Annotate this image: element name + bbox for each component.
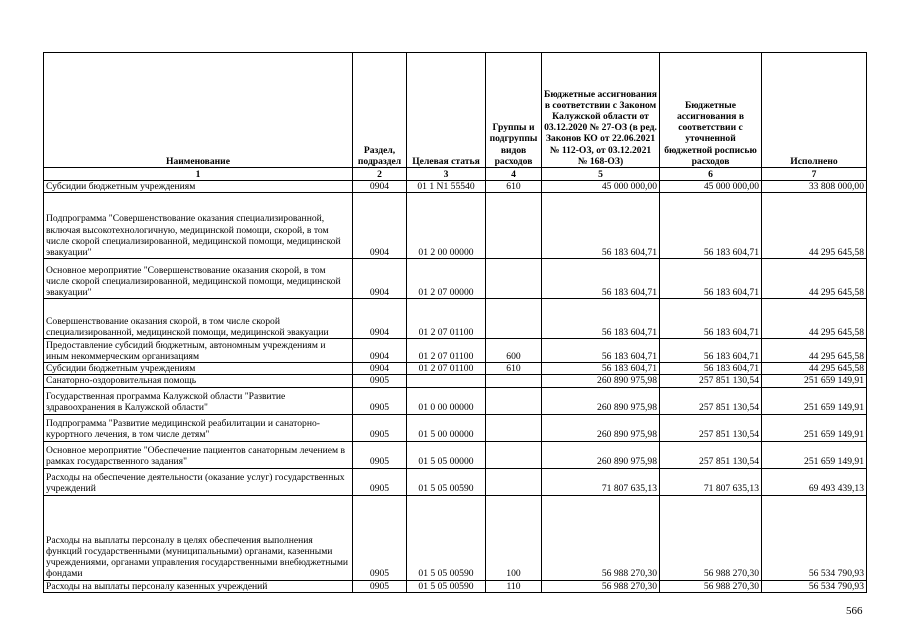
cell-refined: 56 988 270,30 [660, 495, 762, 580]
cell-target: 01 2 07 01100 [407, 339, 486, 363]
cell-section: 0905 [353, 441, 407, 468]
cell-refined: 56 988 270,30 [660, 580, 762, 592]
cell-target: 01 2 00 00000 [407, 193, 486, 259]
cell-name: Предоставление субсидий бюджетным, автономным учреждениям и иным некоммерческим организациям [44, 339, 353, 363]
cell-law: 260 890 975,98 [542, 387, 660, 414]
cell-section: 0904 [353, 193, 407, 259]
table-row [44, 181, 867, 193]
cell-section: 0905 [353, 468, 407, 495]
cell-law: 260 890 975,98 [542, 441, 660, 468]
page-number: 566 [846, 605, 863, 617]
header-row [44, 53, 867, 168]
cell-name: Подпрограмма "Развитие медицинской реабилитации и санаторно-курортного лечения, в том числе детям" [44, 414, 353, 441]
cell-target: 01 5 00 00000 [407, 414, 486, 441]
cell-group [486, 441, 542, 468]
cell-executed: 56 534 790,93 [762, 495, 867, 580]
cell-group [486, 375, 542, 387]
cell-name: Основное мероприятие "Обеспечение пациентов санаторным лечением в рамках государственного задания" [44, 441, 353, 468]
cell-executed: 56 534 790,93 [762, 580, 867, 592]
cell-executed: 251 659 149,91 [762, 441, 867, 468]
cell-target: 01 5 05 00000 [407, 441, 486, 468]
cell-law: 56 183 604,71 [542, 299, 660, 339]
header-target: Целевая статья [407, 53, 486, 168]
cell-refined: 56 183 604,71 [660, 339, 762, 363]
cell-target: 01 5 05 00590 [407, 495, 486, 580]
cell-law: 56 183 604,71 [542, 193, 660, 259]
cell-refined: 56 183 604,71 [660, 299, 762, 339]
cell-section: 0905 [353, 414, 407, 441]
cell-group [486, 468, 542, 495]
cell-target: 01 2 07 01100 [407, 299, 486, 339]
cell-executed: 44 295 645,58 [762, 299, 867, 339]
column-number-row [44, 168, 867, 181]
cell-group [486, 193, 542, 259]
cell-executed: 251 659 149,91 [762, 414, 867, 441]
cell-name: Расходы на обеспечение деятельности (оказание услуг) государственных учреждений [44, 468, 353, 495]
table-row [44, 299, 867, 339]
cell-refined: 56 183 604,71 [660, 363, 762, 375]
header-groups: Группы и подгруппы видов расходов [486, 53, 542, 168]
cell-group: 110 [486, 580, 542, 592]
cell-refined: 56 183 604,71 [660, 193, 762, 259]
header-executed: Исполнено [762, 53, 867, 168]
table-row [44, 495, 867, 580]
cell-name: Санаторно-оздоровительная помощь [44, 375, 353, 387]
table-row [44, 468, 867, 495]
cell-group: 610 [486, 363, 542, 375]
cell-group [486, 259, 542, 299]
cell-section: 0905 [353, 495, 407, 580]
cell-law: 56 183 604,71 [542, 259, 660, 299]
table-row [44, 441, 867, 468]
column-number: 1 [44, 168, 353, 181]
cell-executed: 251 659 149,91 [762, 375, 867, 387]
table-row [44, 387, 867, 414]
cell-refined: 257 851 130,54 [660, 387, 762, 414]
cell-name: Государственная программа Калужской области "Развитие здравоохранения в Калужской области" [44, 387, 353, 414]
cell-group [486, 414, 542, 441]
cell-refined: 257 851 130,54 [660, 375, 762, 387]
cell-refined: 257 851 130,54 [660, 441, 762, 468]
cell-section: 0904 [353, 339, 407, 363]
cell-refined: 71 807 635,13 [660, 468, 762, 495]
cell-target: 01 1 N1 55540 [407, 181, 486, 193]
cell-executed: 33 808 000,00 [762, 181, 867, 193]
table-row [44, 339, 867, 363]
table-row [44, 375, 867, 387]
header-law: Бюджетные ассигнования в соответствии с Законом Калужской области от 03.12.2020 № 27-ОЗ (в ред. Законов КО от 22.06.2021 № 112-ОЗ, от 03.12.2021 № 168-ОЗ) [542, 53, 660, 168]
cell-law: 56 183 604,71 [542, 363, 660, 375]
cell-group [486, 299, 542, 339]
cell-target: 01 5 05 00590 [407, 468, 486, 495]
column-number: 2 [353, 168, 407, 181]
cell-executed: 44 295 645,58 [762, 193, 867, 259]
cell-name: Расходы на выплаты персоналу в целях обеспечения выполнения функций государственными (муниципальными) органами, казенными учреждениями, органами управления государственными внебюджетными фондами [44, 495, 353, 580]
cell-target [407, 375, 486, 387]
cell-target: 01 2 07 00000 [407, 259, 486, 299]
cell-name: Расходы на выплаты персоналу казенных учреждений [44, 580, 353, 592]
cell-law: 45 000 000,00 [542, 181, 660, 193]
cell-group: 100 [486, 495, 542, 580]
cell-section: 0904 [353, 363, 407, 375]
budget-table [43, 52, 867, 593]
cell-section: 0904 [353, 181, 407, 193]
cell-executed: 44 295 645,58 [762, 363, 867, 375]
cell-refined: 257 851 130,54 [660, 414, 762, 441]
cell-section: 0904 [353, 259, 407, 299]
cell-target: 01 2 07 01100 [407, 363, 486, 375]
cell-name: Субсидии бюджетным учреждениям [44, 363, 353, 375]
cell-section: 0904 [353, 299, 407, 339]
cell-executed: 251 659 149,91 [762, 387, 867, 414]
cell-name: Субсидии бюджетным учреждениям [44, 181, 353, 193]
column-number: 3 [407, 168, 486, 181]
column-number: 6 [660, 168, 762, 181]
cell-executed: 44 295 645,58 [762, 259, 867, 299]
column-number: 4 [486, 168, 542, 181]
header-refined: Бюджетные ассигнования в соответствии с уточненной бюджетной росписью расходов [660, 53, 762, 168]
column-number: 5 [542, 168, 660, 181]
header-section: Раздел, подраздел [353, 53, 407, 168]
header-name: Наименование [44, 53, 353, 168]
table-row [44, 580, 867, 592]
cell-refined: 45 000 000,00 [660, 181, 762, 193]
table-row [44, 363, 867, 375]
cell-law: 56 988 270,30 [542, 495, 660, 580]
table-row [44, 414, 867, 441]
cell-refined: 56 183 604,71 [660, 259, 762, 299]
cell-law: 71 807 635,13 [542, 468, 660, 495]
cell-law: 260 890 975,98 [542, 375, 660, 387]
table-row [44, 193, 867, 259]
cell-name: Основное мероприятие "Совершенствование оказания скорой, в том числе скорой специализированной, медицинской помощи, медицинской эвакуации" [44, 259, 353, 299]
cell-section: 0905 [353, 580, 407, 592]
table-row [44, 259, 867, 299]
cell-section: 0905 [353, 387, 407, 414]
cell-section: 0905 [353, 375, 407, 387]
cell-law: 56 183 604,71 [542, 339, 660, 363]
cell-group: 610 [486, 181, 542, 193]
cell-executed: 69 493 439,13 [762, 468, 867, 495]
cell-executed: 44 295 645,58 [762, 339, 867, 363]
cell-law: 260 890 975,98 [542, 414, 660, 441]
cell-target: 01 0 00 00000 [407, 387, 486, 414]
cell-group: 600 [486, 339, 542, 363]
cell-group [486, 387, 542, 414]
cell-law: 56 988 270,30 [542, 580, 660, 592]
cell-name: Подпрограмма "Совершенствование оказания специализированной, включая высокотехнологичную, медицинской помощи, скорой, в том числе скорой специализированной, медицинской помощи, медицинской эвакуации" [44, 193, 353, 259]
table-body [44, 181, 867, 593]
cell-name: Совершенствование оказания скорой, в том числе скорой специализированной, медицинской помощи, медицинской эвакуации [44, 299, 353, 339]
cell-target: 01 5 05 00590 [407, 580, 486, 592]
column-number: 7 [762, 168, 867, 181]
